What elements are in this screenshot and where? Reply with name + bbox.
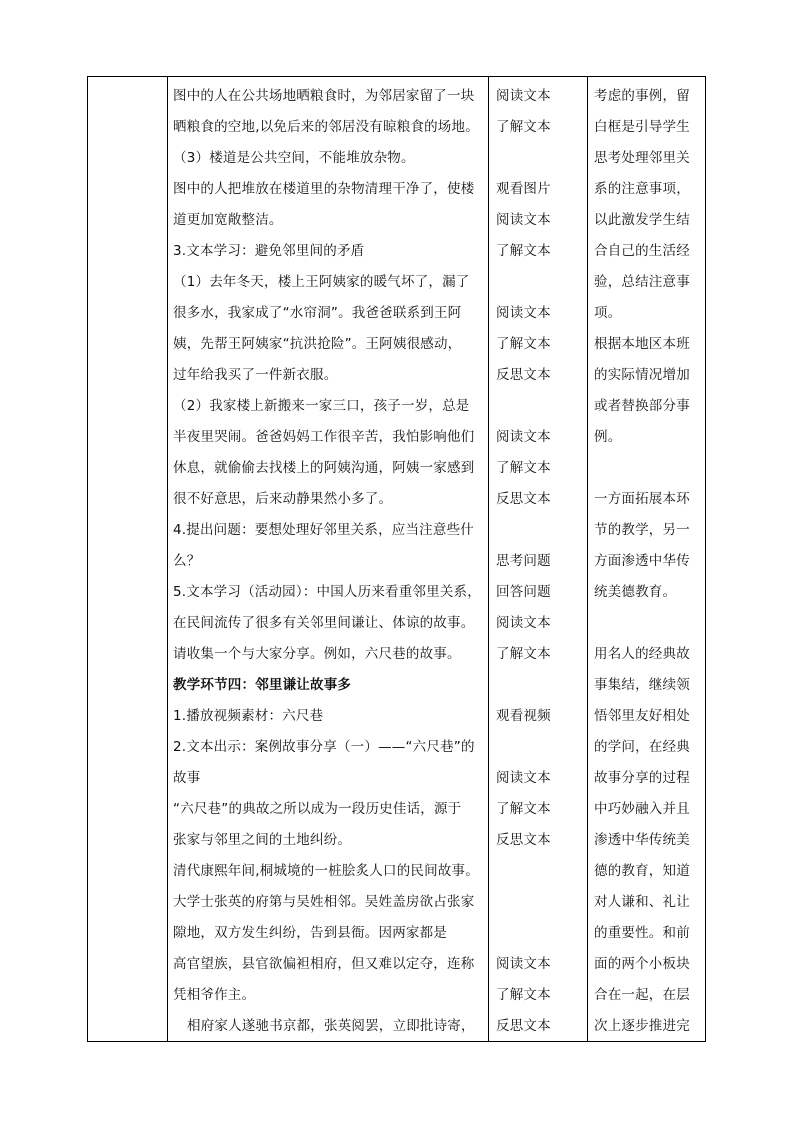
- activity-line: 了解文本: [496, 119, 551, 135]
- activity-line: 反思文本: [496, 491, 551, 507]
- content-line: 凭相爷作主。: [173, 987, 256, 1003]
- content-line: 清代康熙年间,桐城境的一桩脍炙人口的民间故事。: [173, 863, 479, 879]
- activity-line: 了解文本: [496, 243, 551, 259]
- intent-line: 方面渗透中华传: [594, 553, 690, 569]
- activity-line: 阅读文本: [496, 770, 551, 786]
- intent-line: 考虑的事例，留: [594, 88, 690, 104]
- content-line: 图中的人在公共场地晒粮食时，为邻居家留了一块: [173, 88, 475, 104]
- activity-line: 观看视频: [496, 708, 551, 724]
- content-line: 么？: [173, 553, 201, 569]
- intent-line: 根据本地区本班: [594, 336, 690, 352]
- activity-line: 了解文本: [496, 801, 551, 817]
- intent-line: 合自己的生活经: [594, 243, 690, 259]
- intent-line: 事集结，继续领: [594, 677, 690, 693]
- content-line: 故事: [173, 770, 201, 786]
- intent-line: 系的注意事项，: [594, 181, 690, 197]
- intent-line: 中巧妙融入并且: [594, 801, 690, 817]
- activity-line: [496, 143, 586, 174]
- activity-line: 反思文本: [496, 367, 551, 383]
- activity-line: 了解文本: [496, 646, 551, 662]
- activity-line: [496, 918, 586, 949]
- activity-line: 阅读文本: [496, 615, 551, 631]
- teaching-content-column: [173, 81, 491, 1042]
- lesson-plan-table: [87, 76, 706, 1042]
- activity-line: 阅读文本: [496, 88, 551, 104]
- activity-line: 了解文本: [496, 336, 551, 352]
- intent-line: 验，总结注意事: [594, 274, 690, 290]
- column-divider: [587, 77, 588, 1041]
- activity-line: [496, 887, 586, 918]
- activity-line: [496, 267, 586, 298]
- activity-line: 阅读文本: [496, 956, 551, 972]
- content-line: 教学环节四：邻里谦让故事多: [173, 677, 352, 693]
- student-activity-column: [496, 81, 586, 1042]
- intent-line: 渗透中华传统美: [594, 832, 690, 848]
- activity-line: 阅读文本: [496, 429, 551, 445]
- content-line: 2.文本出示：案例故事分享（一）——“六尺巷”的: [173, 739, 475, 755]
- activity-line: 观看图片: [496, 181, 551, 197]
- intent-line: 德的教育，知道: [594, 863, 690, 879]
- content-line: 很多水，我家成了“水帘洞”。我爸爸联系到王阿: [173, 305, 462, 321]
- activity-line: 了解文本: [496, 460, 551, 476]
- intent-line: 统美德教育。: [594, 584, 677, 600]
- intent-line: 次上逐步推进完: [594, 1018, 690, 1034]
- content-line: 图中的人把堆放在楼道里的杂物清理干净了，使楼: [173, 181, 475, 197]
- content-line: （3）楼道是公共空间，不能堆放杂物。: [173, 150, 415, 166]
- content-line: 1.播放视频素材：六尺巷: [173, 708, 324, 724]
- intent-line: 合在一起，在层: [594, 987, 690, 1003]
- content-line: 道更加宽敞整洁。: [173, 212, 283, 228]
- content-line: “六尺巷”的典故之所以成为一段历史佳话，源于: [173, 801, 462, 817]
- content-line: 在民间流传了很多有关邻里间谦让、体谅的故事。: [173, 615, 475, 631]
- activity-line: 思考问题: [496, 553, 551, 569]
- content-line: 请收集一个与大家分享。例如，六尺巷的故事。: [173, 646, 461, 662]
- intent-line: 思考处理邻里关: [594, 150, 690, 166]
- intent-line: 用名人的经典故: [594, 646, 690, 662]
- activity-line: [496, 515, 586, 546]
- content-line: 晒粮食的空地,以免后来的邻居没有晾粮食的场地。: [173, 119, 479, 135]
- activity-line: 反思文本: [496, 832, 551, 848]
- content-line: 高官望族，县官欲偏袒相府，但又难以定夺，连称: [173, 956, 475, 972]
- content-line: 半夜里哭闹。爸爸妈妈工作很辛苦，我怕影响他们: [173, 429, 475, 445]
- intent-line: 对人谦和、礼让: [594, 894, 690, 910]
- intent-line: 项。: [594, 305, 622, 321]
- content-line: 张家与邻里之间的土地纠纷。: [173, 832, 352, 848]
- intent-line: 例。: [594, 429, 622, 445]
- activity-line: 回答问题: [496, 584, 551, 600]
- intent-line: 的学问，在经典: [594, 739, 690, 755]
- intent-line: 悟邻里友好相处: [594, 708, 690, 724]
- intent-line: 白框是引导学生: [594, 119, 690, 135]
- activity-line: 了解文本: [496, 987, 551, 1003]
- activity-line: [496, 670, 586, 701]
- activity-line: 阅读文本: [496, 212, 551, 228]
- content-line: 3.文本学习：避免邻里间的矛盾: [173, 243, 365, 259]
- intent-line: 一方面拓展本环: [594, 491, 690, 507]
- activity-line: [496, 391, 586, 422]
- intent-line: [594, 453, 706, 484]
- activity-line: [496, 856, 586, 887]
- intent-line: 或者替换部分事: [594, 398, 690, 414]
- column-divider: [167, 77, 168, 1041]
- intent-line: 以此激发学生结: [594, 212, 690, 228]
- content-line: 姨，先帮王阿姨家“抗洪抢险”。王阿姨很感动，: [173, 336, 462, 352]
- intent-line: 故事分享的过程: [594, 770, 690, 786]
- intent-line: 面的两个小板块: [594, 956, 690, 972]
- content-line: 很不好意思，后来动静果然小多了。: [173, 491, 393, 507]
- design-intent-column: [594, 81, 706, 1042]
- activity-line: [496, 732, 586, 763]
- content-line: 隙地，双方发生纠纷，告到县衙。因两家都是: [173, 925, 447, 941]
- intent-line: [594, 608, 706, 639]
- intent-line: 的实际情况增加: [594, 367, 690, 383]
- content-line: 休息，就偷偷去找楼上的阿姨沟通，阿姨一家感到: [173, 460, 475, 476]
- content-line: 5.文本学习（活动园）：中国人历来看重邻里关系，: [173, 584, 481, 600]
- content-line: （2）我家楼上新搬来一家三口，孩子一岁，总是: [173, 398, 470, 414]
- intent-line: 节的教学，另一: [594, 522, 690, 538]
- content-line: （1）去年冬天，楼上王阿姨家的暖气坏了，漏了: [173, 274, 470, 290]
- intent-line: 的重要性。和前: [594, 925, 690, 941]
- activity-line: 反思文本: [496, 1018, 551, 1034]
- content-line: 相府家人遂驰书京都，张英阅罢，立即批诗寄，: [187, 1018, 475, 1034]
- activity-line: 阅读文本: [496, 305, 551, 321]
- content-line: 过年给我买了一件新衣服。: [173, 367, 338, 383]
- content-line: 4.提出问题：要想处理好邻里关系，应当注意些什: [173, 522, 474, 538]
- content-line: 大学士张英的府第与吴姓相邻。吴姓盖房欲占张家: [173, 894, 475, 910]
